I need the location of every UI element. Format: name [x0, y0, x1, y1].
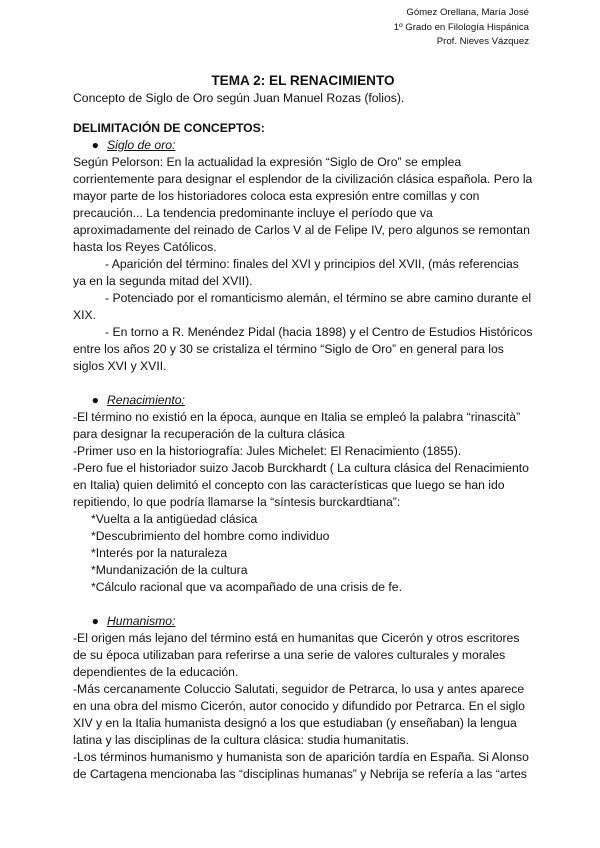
spacer	[73, 596, 533, 613]
bullet-dot-icon: ●	[91, 614, 99, 628]
bullet-humanismo	[73, 613, 533, 630]
siglo-de-oro-intro: Según Pelorson: En la actualidad la expresión “Siglo de Oro” se emplea corrientemente para designar el esplendor de la civilización clásica española. Pero la mayor parte de los historiadores coloca esta expresión entre comillas y con precaución... La tendencia predominante incluye el período que va aproximadamente del reinado de Carlos V al de Felipe IV, pero algunos se remontan hasta los Reyes Católicos.	[73, 155, 533, 254]
bullet-dot-icon: ●	[91, 138, 99, 152]
bullet-siglo-de-oro	[73, 137, 533, 154]
renacimiento-paragraph: -Primer uso en la historiografía: Jules Michelet: El Renacimiento (1855).	[73, 444, 462, 458]
humanismo-paragraph: -Más cercanamente Coluccio Salutati, seguidor de Petrarca, lo usa y antes aparece en una obra del mismo Cicerón, autor conocido y difundido por Petrarca. En el siglo XIV y en la Italia humanista designó a los que estudiaban (y enseñaban) la lengua latina y las disciplinas de la cultura clásica: studia humanitatis.	[73, 682, 525, 747]
course-name: 1º Grado en Filología Hispánica	[393, 21, 529, 33]
humanismo-paragraph: -El origen más lejano del término está en humanitas que Cicerón y otros escritores de su época utilizaban para referirse a una serie de valores culturales y morales dependientes de la educación.	[73, 631, 520, 679]
siglo-de-oro-point: - Potenciado por el romanticismo alemán, el término se abre camino durante el XIX.	[73, 291, 532, 322]
characteristic-item: *Mundanización de la cultura	[91, 563, 248, 577]
renacimiento-paragraph: -Pero fue el historiador suizo Jacob Burckhardt ( La cultura clásica del Renacimiento en Italia) quien delimitó el concepto con las características que luego se han ido repitiendo, lo que podría llamarse la “síntesis burckardtiana”:	[73, 461, 529, 509]
document-title: TEMA 2: EL RENACIMIENTO	[211, 73, 395, 88]
humanismo-label: Humanismo:	[107, 614, 176, 628]
characteristic-item: *Vuelta a la antigüedad clásica	[91, 512, 258, 526]
humanismo-paragraph: -Los términos humanismo y humanista son de aparición tardía en España. Si Alonso de Cartagena mencionaba las “disciplinas humanas” y Nebrija se refería a las “artes	[73, 750, 529, 781]
bullet-renacimiento	[73, 392, 533, 409]
renacimiento-paragraph: -El término no existió en la época, aunque en Italia se empleó la palabra “rinascità” para designar la recuperación de la cultura clásica	[73, 410, 521, 441]
characteristic-item: *Interés por la naturaleza	[91, 546, 228, 560]
author-name: Gómez Orellana, María José	[406, 7, 529, 18]
bullet-dot-icon: ●	[91, 393, 99, 407]
spacer	[73, 375, 533, 392]
characteristic-item: *Descubrimiento del hombre como individuo	[91, 529, 330, 543]
characteristic-item: *Cálculo racional que va acompañado de una crisis de fe.	[91, 580, 402, 594]
section-heading: DELIMITACIÓN DE CONCEPTOS:	[73, 121, 265, 135]
document-body	[73, 72, 533, 783]
document-subtitle: Concepto de Siglo de Oro según Juan Manuel Rozas (folios).	[73, 91, 405, 105]
renacimiento-label: Renacimiento:	[107, 393, 185, 407]
professor-name: Prof. Nieves Vázquez	[436, 36, 529, 47]
siglo-de-oro-point: - En torno a R. Menéndez Pidal (hacia 1898) y el Centro de Estudios Históricos entre los años 20 y 30 se cristaliza el término “Siglo de Oro” en general para los siglos XVI y XVII.	[73, 325, 533, 373]
siglo-de-oro-label: Siglo de oro:	[107, 138, 176, 152]
siglo-de-oro-point: - Aparición del término: finales del XVI y principios del XVII, (más referencias ya en la segunda mitad del XVII).	[73, 257, 519, 288]
document-header	[394, 6, 529, 50]
